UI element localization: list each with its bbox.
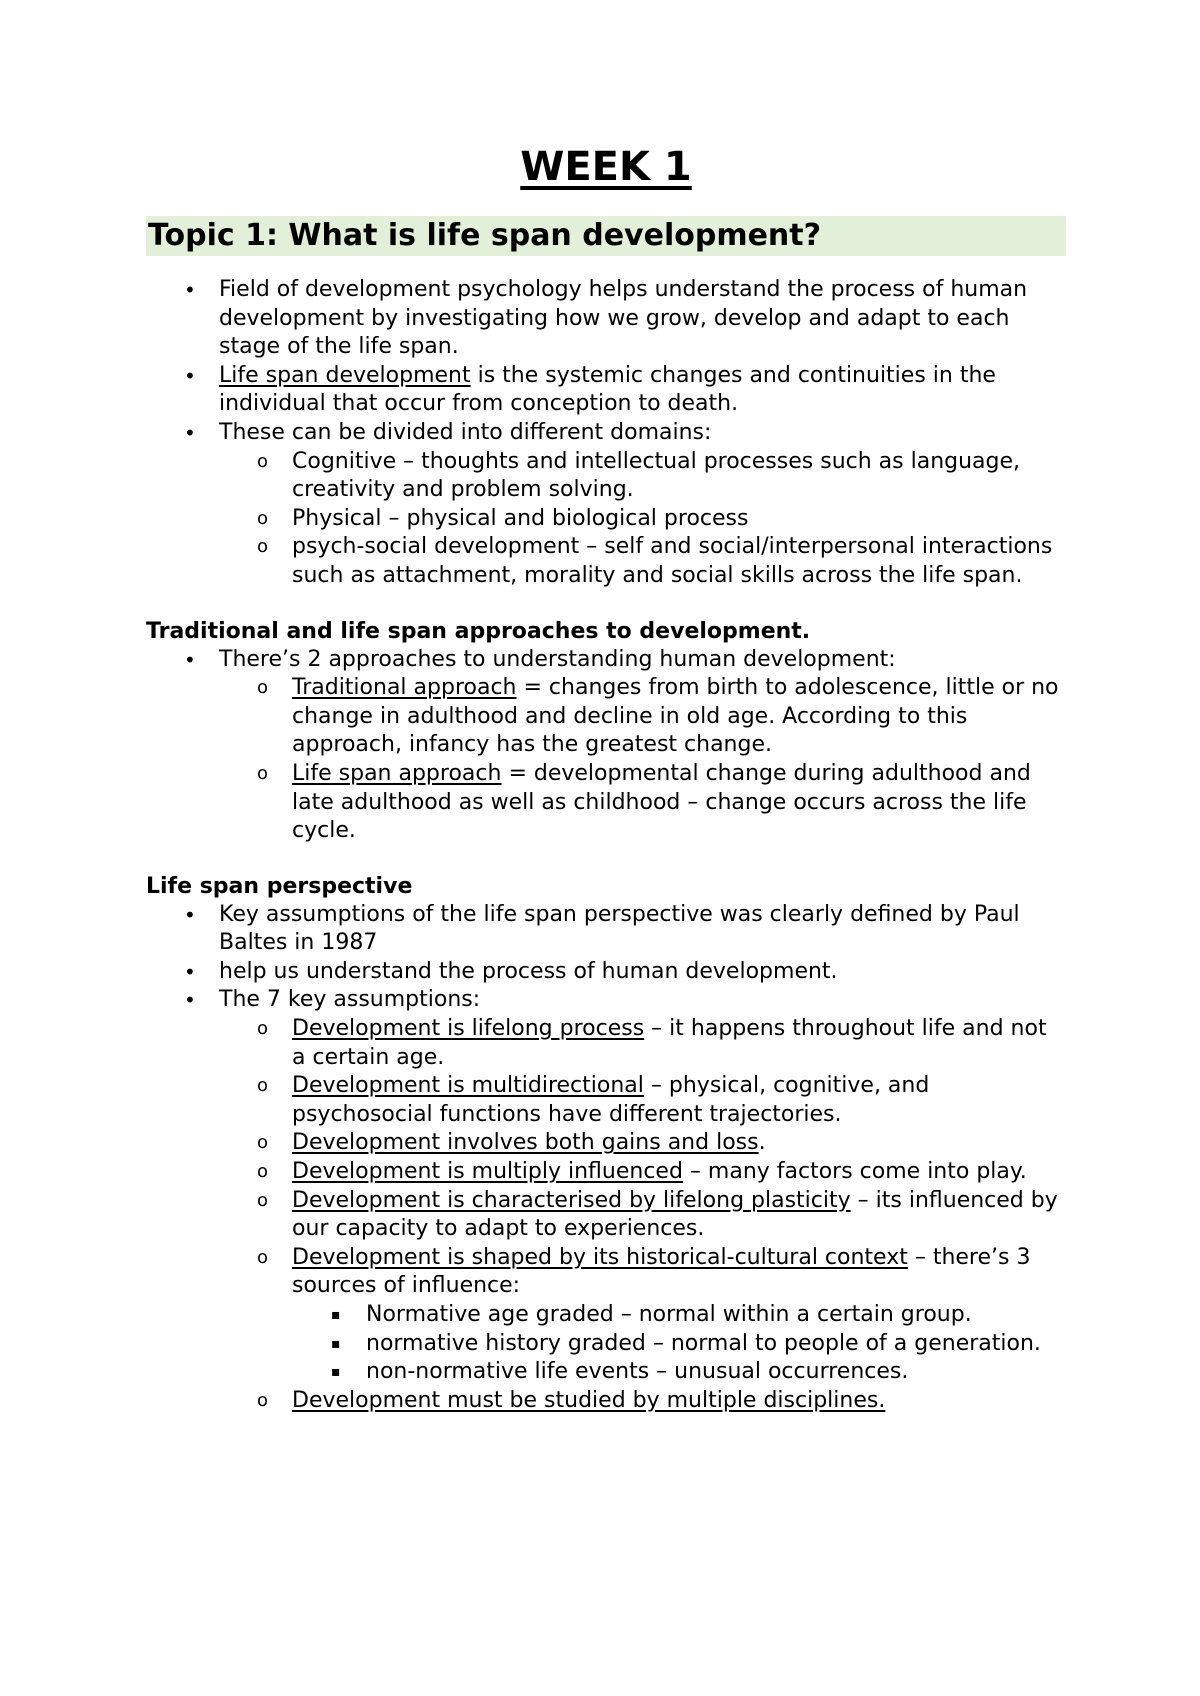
bullet-circle-icon: o (257, 677, 269, 699)
sub-list-item (146, 1129, 1066, 1158)
term-underlined: Development is characterised by lifelong plasticity (292, 1187, 851, 1213)
sub-list-item (146, 1387, 1066, 1416)
bullet-circle-icon: o (257, 450, 269, 472)
section-heading: Traditional and life span approaches to development. (146, 618, 811, 644)
sub-list-item (146, 448, 1066, 505)
bullet-dot-icon: • (184, 647, 196, 672)
list-item-text: Physical – physical and biological process (292, 505, 749, 531)
term-underlined: Development involves both gains and loss (292, 1130, 759, 1156)
term-underlined: Development is shaped by its historical-cultural context (292, 1244, 908, 1270)
bullet-square-icon: ▪ (331, 1335, 341, 1352)
bullet-dot-icon: • (184, 988, 196, 1013)
list-item-text: Key assumptions of the life span perspective was clearly defined by Paul Baltes in 1987 (219, 901, 1020, 956)
approaches-list (146, 646, 1066, 846)
sub-list-item (146, 1187, 1066, 1244)
bullet-circle-icon: o (257, 1018, 269, 1040)
bullet-dot-icon: • (184, 902, 196, 927)
list-item-text: – many factors come into play. (682, 1159, 1027, 1185)
topic1-list (146, 276, 1066, 591)
list-item-text: psych-social development – self and social/interpersonal interactions such as attachment, morality and social skills across the life span. (292, 534, 1053, 588)
bullet-circle-icon: o (257, 1075, 269, 1097)
sub-list-item (146, 1072, 1066, 1129)
list-item-text: These can be divided into different domains: (219, 419, 712, 445)
term-underlined: Development is multidirectional (292, 1073, 644, 1099)
list-item-text: Cognitive – thoughts and intellectual processes such as language, creativity and problem solving. (292, 448, 1021, 503)
sub-sub-list-item (146, 1301, 1066, 1330)
bullet-dot-icon: • (184, 959, 196, 984)
term-underlined: Development must be studied by multiple disciplines. (292, 1387, 886, 1413)
perspective-list (146, 901, 1066, 1416)
list-item-text: – it happens throughout life and not a certain age. (292, 1016, 1047, 1070)
sub-list-item (146, 674, 1066, 760)
list-item-text: Field of development psychology helps understand the process of human development by investigating how we grow, develop and adapt to each stage of the life span. (219, 277, 1028, 360)
page-title: WEEK 1 (520, 144, 692, 190)
list-item-text: There’s 2 approaches to understanding human development: (219, 646, 896, 672)
list-item-text: normative history graded – normal to people of a generation. (366, 1330, 1041, 1356)
sub-list-item (146, 1244, 1066, 1301)
bullet-circle-icon: o (257, 1161, 269, 1183)
list-item-text: . (758, 1130, 766, 1156)
list-item (146, 276, 1066, 362)
list-item-text: The 7 key assumptions: (219, 987, 481, 1013)
bullet-circle-icon: o (257, 1389, 269, 1411)
term-underlined: Life span approach (292, 760, 502, 786)
term-underlined: Development is multiply influenced (292, 1159, 683, 1185)
list-item (146, 901, 1066, 958)
bullet-dot-icon: • (184, 420, 196, 445)
list-item-text: = developmental change during adulthood and late adulthood as well as childhood – change occurs across the life cycle. (292, 760, 1031, 844)
list-item (146, 958, 1066, 987)
sub-list-item (146, 1158, 1066, 1187)
bullet-circle-icon: o (257, 1246, 269, 1268)
list-item (146, 419, 1066, 448)
list-item-text: is the systemic changes and continuities in the individual that occur from conception to death. (219, 362, 996, 417)
list-item-text: – physical, cognitive, and psychosocial functions have different trajectories. (292, 1073, 930, 1127)
bullet-circle-icon: o (257, 1132, 269, 1154)
sub-list-item (146, 760, 1066, 846)
list-item-text: = changes from birth to adolescence, little or no change in adulthood and decline in old age. According to this approach, infancy has the greatest change. (292, 675, 1059, 758)
list-item (146, 646, 1066, 675)
document-content (146, 142, 1066, 1415)
section-heading: Life span perspective (146, 873, 413, 899)
list-item (146, 362, 1066, 419)
bullet-circle-icon: o (257, 507, 269, 529)
topic-heading: Topic 1: What is life span development? (146, 216, 1066, 256)
list-item (146, 986, 1066, 1015)
sub-list-item (146, 1015, 1066, 1072)
bullet-dot-icon: • (184, 363, 196, 388)
bullet-circle-icon: o (257, 536, 269, 558)
list-item-text: – there’s 3 sources of influence: (292, 1244, 1031, 1299)
term-underlined: Traditional approach (292, 675, 517, 701)
bullet-dot-icon: • (184, 278, 196, 302)
bullet-circle-icon: o (257, 762, 269, 784)
sub-list-item (146, 533, 1066, 590)
bullet-circle-icon: o (257, 1189, 269, 1211)
term-underlined: Development is lifelong process (292, 1016, 645, 1042)
sub-list-item (146, 505, 1066, 534)
sub-sub-list-item (146, 1358, 1066, 1387)
list-item-text: Normative age graded – normal within a certain group. (366, 1302, 972, 1327)
bullet-square-icon: ▪ (331, 1364, 341, 1381)
term-underlined: Life span development (219, 362, 471, 388)
list-item-text: non-normative life events – unusual occurrences. (366, 1359, 909, 1385)
bullet-square-icon: ▪ (331, 1307, 341, 1323)
list-item-text: – its influenced by our capacity to adapt to experiences. (292, 1187, 1058, 1242)
list-item-text: help us understand the process of human development. (219, 958, 838, 984)
sub-sub-list-item (146, 1330, 1066, 1359)
